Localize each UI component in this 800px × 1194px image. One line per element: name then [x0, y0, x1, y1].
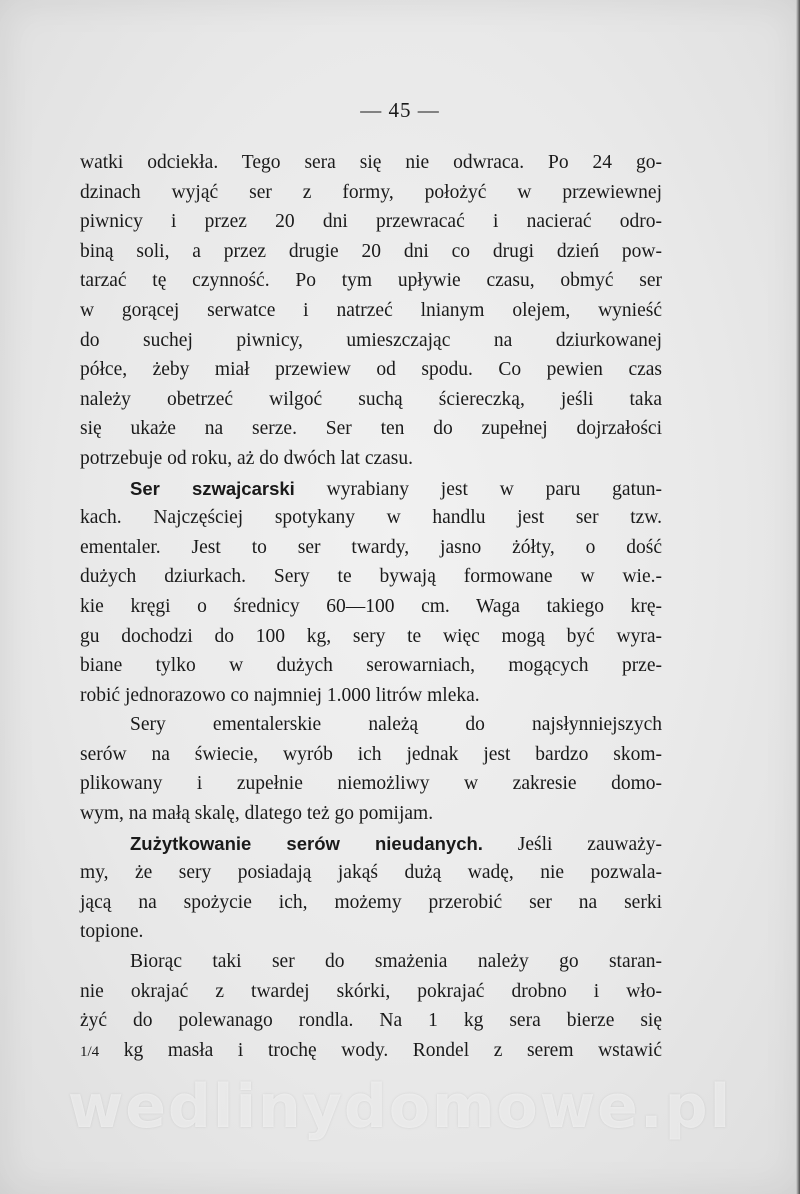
paragraph-frying	[80, 947, 662, 1065]
paragraph-failed-cheese	[80, 829, 662, 947]
text-line: ementaler. Jest to ser twardy, jasno żółty, o dość	[80, 536, 662, 558]
text-line: dzinach wyjąć ser z formy, położyć w przewiewnej	[80, 181, 662, 203]
text-line: w gorącej serwatce i natrzeć lnianym olejem, wynieść	[80, 299, 662, 321]
text-line: watki odciekła. Tego sera się nie odwraca. Po 24 go-	[80, 152, 662, 173]
text-line: serów na świecie, wyrób ich jednak jest bardzo skom-	[80, 743, 662, 765]
text-run: wyrabiany jest w paru gatun-	[326, 478, 662, 500]
text-line: dużych dziurkach. Sery te bywają formowane w wie.-	[80, 566, 662, 588]
watermark-logo: wedlinydomowe.pl	[67, 1072, 733, 1142]
paragraph-emmental	[80, 710, 662, 828]
text-line: półce, żeby miał przewiew od spodu. Co pewien czas	[80, 359, 662, 381]
text-line: nie okrajać z twardej skórki, pokrajać drobno i wło-	[80, 980, 662, 1002]
text-line: tarzać tę czynność. Po tym upływie czasu, obmyć ser	[80, 270, 662, 292]
paragraph-drying	[80, 148, 662, 474]
body-text	[80, 148, 662, 1065]
text-line: piwnicy i przez 20 dni przewracać i nacierać odro-	[80, 211, 662, 233]
text-line: do suchej piwnicy, umieszczając na dziurkowanej	[80, 329, 662, 351]
text-line: Biorąc taki ser do smażenia należy go staran-	[130, 951, 662, 973]
text-line: plikowany i zupełnie niemożliwy w zakresie domo-	[80, 773, 662, 795]
text-line: należy obetrzeć wilgoć suchą ściereczką, jeśli taka	[80, 388, 662, 410]
page-edge-shadow	[796, 0, 800, 1194]
paragraph-swiss-cheese	[80, 474, 662, 711]
text-line: żyć do polewanago rondla. Na 1 kg sera bierze się	[80, 1010, 662, 1032]
text-line: biane tylko w dużych serowarniach, mogących prze-	[80, 655, 662, 677]
text-line: robić jednorazowo co najmniej 1.000 litrów mleka.	[80, 684, 480, 706]
text-line	[80, 474, 662, 504]
page-number: — 45 —	[360, 98, 440, 122]
text-line: biną soli, a przez drugie 20 dni co drugi dzień pow-	[80, 240, 662, 262]
fraction-quarter: 1/4	[80, 1043, 100, 1060]
text-line: wym, na małą skalę, dlatego też go pomijam.	[80, 803, 434, 825]
text-line: gu dochodzi do 100 kg, sery te więc mogą być wyra-	[80, 625, 662, 647]
text-line: Sery ementalerskie należą do najsłynniejszych	[130, 714, 662, 736]
text-line: potrzebuje od roku, aż do dwóch lat czasu.	[80, 447, 414, 469]
text-run: kg masła i trochę wody. Rondel z serem wstawić	[123, 1039, 662, 1061]
text-run: Jeśli zauważy-	[517, 833, 663, 855]
text-line: topione.	[80, 921, 144, 943]
text-line	[80, 1036, 662, 1066]
text-line: kie kręgi o średnicy 60—100 cm. Waga takiego krę-	[80, 595, 662, 617]
text-line: się ukaże na serze. Ser ten do zupełnej dojrzałości	[80, 418, 662, 440]
section-heading-swiss-cheese: Ser szwajcarski	[130, 477, 295, 499]
text-line: jącą na spożycie ich, możemy przerobić ser na serki	[80, 891, 662, 913]
section-heading-failed-cheese: Zużytkowanie serów nieudanych.	[130, 832, 483, 854]
text-line: kach. Najczęściej spotykany w handlu jest ser tzw.	[80, 507, 662, 529]
text-line: my, że sery posiadają jakąś dużą wadę, nie pozwala-	[80, 862, 662, 884]
text-line	[80, 829, 662, 859]
